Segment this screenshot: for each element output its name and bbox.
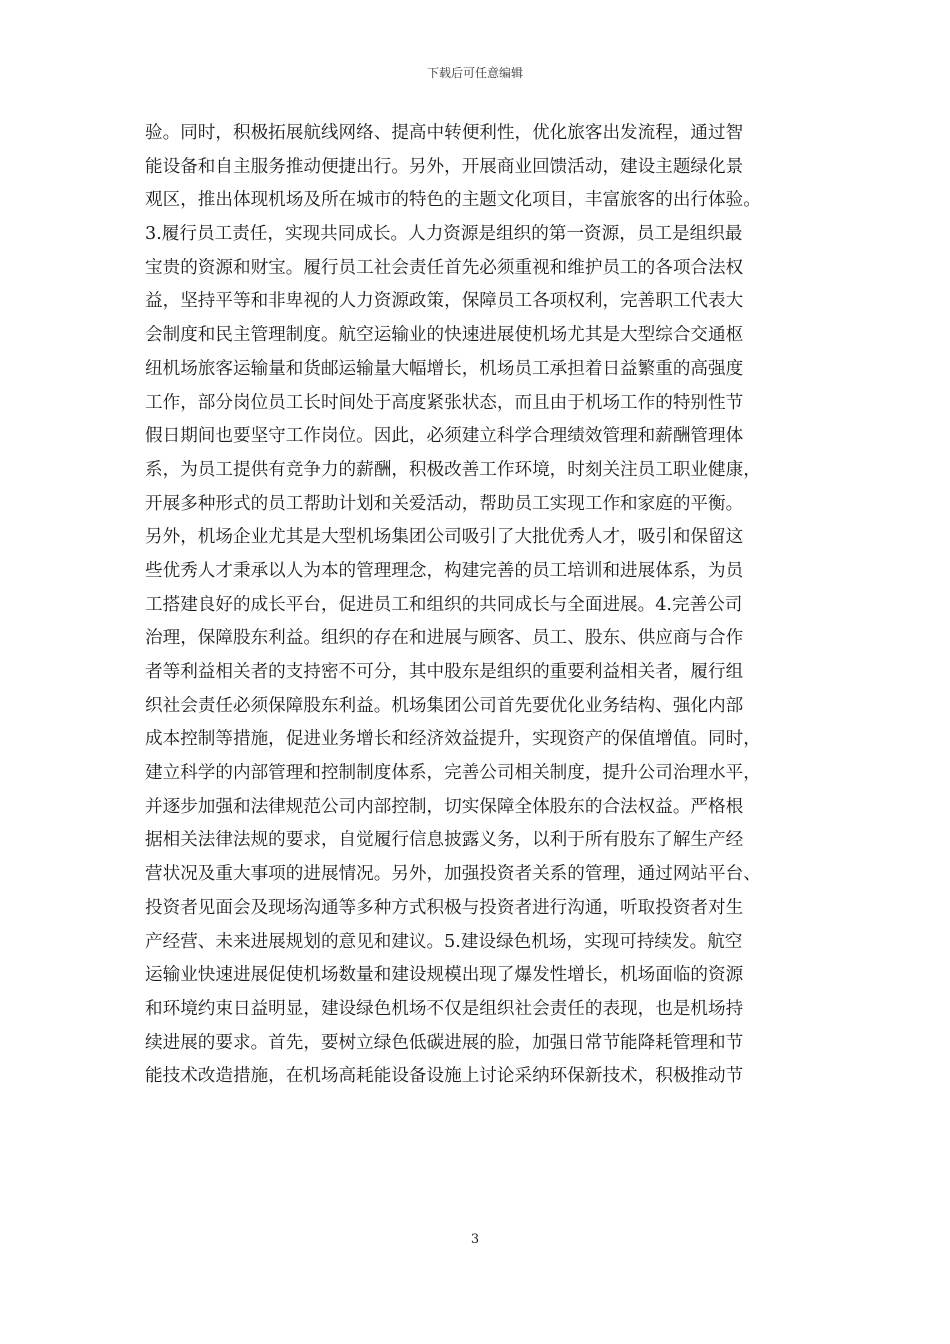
text-line: 会制度和民主管理制度。航空运输业的快速进展使机场尤其是大型综合交通枢 xyxy=(145,325,744,346)
text-line: 工搭建良好的成长平台，促进员工和组织的共同成长与全面进展。4.完善公司 xyxy=(145,594,743,615)
text-line: 益，坚持平等和非卑视的人力资源政策，保障员工各项权利，完善职工代表大 xyxy=(145,291,744,312)
document-body xyxy=(145,117,810,1094)
text-line: 纽机场旅客运输量和货邮运输量大幅增长，机场员工承担着日益繁重的高强度 xyxy=(145,358,744,379)
text-line: 能设备和自主服务推动便捷出行。另外，开展商业回馈活动，建设主题绿化景 xyxy=(145,156,744,177)
text-line: 成本控制等措施，促进业务增长和经济效益提升，实现资产的保值增值。同时， xyxy=(145,729,761,750)
text-line: 营状况及重大事项的进展情况。另外，加强投资者关系的管理，通过网站平台、 xyxy=(145,864,761,885)
text-line: 者等利益相关者的支持密不可分，其中股东是组织的重要利益相关者，履行组 xyxy=(145,662,744,682)
text-line: 开展多种形式的员工帮助计划和关爱活动，帮助员工实现工作和家庭的平衡。 xyxy=(145,493,744,514)
text-line: 并逐步加强和法律规范公司内部控制，切实保障全体股东的合法权益。严格根 xyxy=(145,796,744,817)
text-line: 假日期间也要坚守工作岗位。因此，必须建立科学合理绩效管理和薪酬管理体 xyxy=(145,426,744,447)
text-line: 验。同时，积极拓展航线网络、提高中转便利性，优化旅客出发流程，通过智 xyxy=(145,123,744,143)
text-line: 些优秀人才秉承以人为本的管理理念，构建完善的员工培训和进展体系，为员 xyxy=(145,560,744,581)
text-line: 能技术改造措施，在机场高耗能设备设施上讨论采纳环保新技术，积极推动节 xyxy=(145,1066,744,1087)
text-line: 3.履行员工责任，实现共同成长。人力资源是组织的第一资源，员工是组织最 xyxy=(145,224,743,245)
text-line: 宝贵的资源和财宝。履行员工社会责任首先必须重视和维护员工的各项合法权 xyxy=(145,257,744,278)
text-line: 治理，保障股东利益。组织的存在和进展与顾客、员工、股东、供应商与合作 xyxy=(145,628,744,649)
text-line: 投资者见面会及现场沟通等多种方式积极与投资者进行沟通，听取投资者对生 xyxy=(145,897,744,918)
text-line: 系，为员工提供有竞争力的薪酬，积极改善工作环境，时刻关注员工职业健康， xyxy=(145,459,761,480)
text-line: 观区，推出体现机场及所在城市的特色的主题文化项目，丰富旅客的出行体验。 xyxy=(145,190,761,211)
text-line: 工作，部分岗位员工长时间处于高度紧张状态，而且由于机场工作的特别性节 xyxy=(145,392,744,413)
text-line: 建立科学的内部管理和控制制度体系，完善公司相关制度，提升公司治理水平， xyxy=(145,763,761,784)
text-line: 织社会责任必须保障股东利益。机场集团公司首先要优化业务结构、强化内部 xyxy=(145,695,744,716)
text-line: 和环境约束日益明显，建设绿色机场不仅是组织社会责任的表现，也是机场持 xyxy=(145,998,744,1019)
text-line: 另外，机场企业尤其是大型机场集团公司吸引了大批优秀人才，吸引和保留这 xyxy=(145,527,744,548)
text-line: 产经营、未来进展规划的意见和建议。5.建设绿色机场，实现可持续发。航空 xyxy=(145,931,743,952)
page-header: 下载后可任意编辑 xyxy=(426,66,523,80)
page-number: 3 xyxy=(470,1232,480,1247)
text-line: 运输业快速进展促使机场数量和建设规模出现了爆发性增长，机场面临的资源 xyxy=(145,965,744,986)
text-line: 据相关法律法规的要求，自觉履行信息披露义务，以利于所有股东了解生产经 xyxy=(145,830,744,851)
text-line: 续进展的要求。首先，要树立绿色低碳进展的脸，加强日常节能降耗管理和节 xyxy=(145,1032,744,1053)
